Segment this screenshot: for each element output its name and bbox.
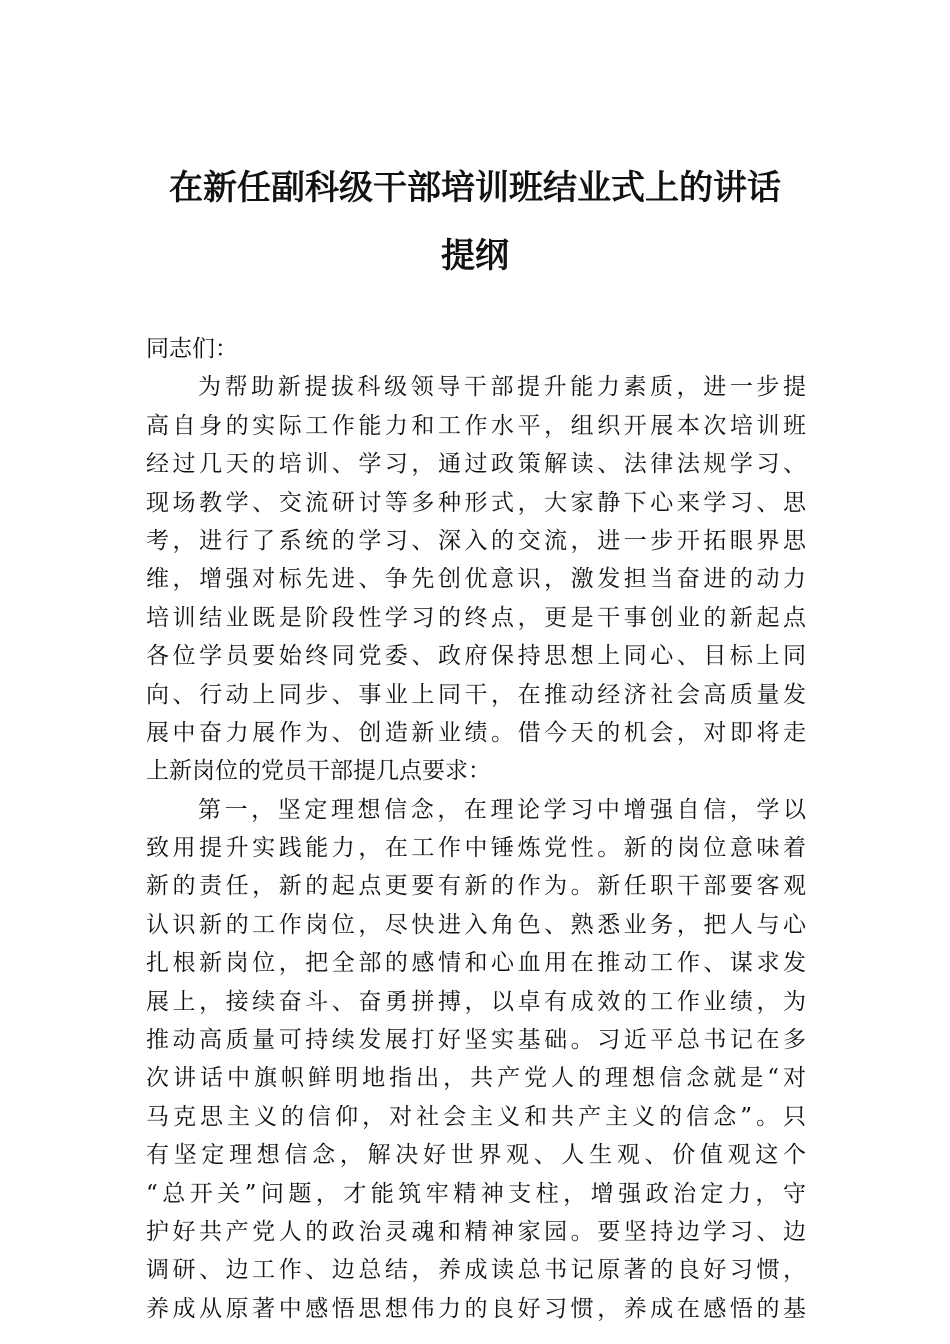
body-line: 有坚定理想信念，解决好世界观、人生观、价值观这个	[146, 1142, 806, 1169]
document-title-line-1: 在新任副科级干部培训班结业式上的讲话	[169, 168, 781, 208]
body-line: 维，增强对标先进、争先创优意识，激发担当奋进的动力	[146, 566, 806, 593]
body-line: 为帮助新提拔科级领导干部提升能力素质，进一步提	[198, 374, 806, 401]
document-body	[146, 330, 806, 1328]
body-line: 致用提升实践能力，在工作中锤炼党性。新的岗位意味着	[146, 835, 806, 862]
body-line: 新的责任，新的起点更要有新的作为。新任职干部要客观	[146, 873, 806, 900]
body-line: 展上，接续奋斗、奋勇拼搏，以卓有成效的工作业绩，为	[146, 988, 806, 1015]
body-line: 上新岗位的党员干部提几点要求：	[146, 758, 491, 785]
body-line: 展中奋力展作为、创造新业绩。借今天的机会，对即将走	[146, 719, 806, 746]
body-line: 向、行动上同步、事业上同干，在推动经济社会高质量发	[146, 681, 806, 708]
body-line: 次讲话中旗帜鲜明地指出，共产党人的理想信念就是“对	[146, 1065, 806, 1092]
body-line: 调研、边工作、边总结，养成读总书记原著的良好习惯，	[146, 1257, 806, 1284]
document-title-line-2: 提纲	[441, 236, 509, 276]
body-line: “总开关”问题，才能筑牢精神支柱，增强政治定力，守	[146, 1180, 806, 1207]
body-line: 认识新的工作岗位，尽快进入角色、熟悉业务，把人与心	[146, 911, 806, 938]
body-line: 护好共产党人的政治灵魂和精神家园。要坚持边学习、边	[146, 1218, 806, 1245]
body-line: 现场教学、交流研讨等多种形式，大家静下心来学习、思	[146, 489, 806, 516]
body-line: 培训结业既是阶段性学习的终点，更是干事创业的新起点	[146, 604, 806, 631]
salutation: 同志们：	[146, 336, 238, 362]
body-line: 推动高质量可持续发展打好坚实基础。习近平总书记在多	[146, 1027, 806, 1054]
body-line: 各位学员要始终同党委、政府保持思想上同心、目标上同	[146, 643, 806, 670]
body-line: 经过几天的培训、学习，通过政策解读、法律法规学习、	[146, 451, 806, 478]
body-line: 考，进行了系统的学习、深入的交流，进一步开拓眼界思	[146, 527, 806, 554]
body-line: 高自身的实际工作能力和工作水平，组织开展本次培训班	[146, 412, 806, 439]
body-line: 第一，坚定理想信念，在理论学习中增强自信，学以	[198, 796, 806, 823]
body-line: 养成从原著中感悟思想伟力的良好习惯，养成在感悟的基	[146, 1295, 806, 1322]
body-line: 马克思主义的信仰，对社会主义和共产主义的信念”。只	[146, 1103, 806, 1130]
body-line: 扎根新岗位，把全部的感情和心血用在推动工作、谋求发	[146, 950, 806, 977]
